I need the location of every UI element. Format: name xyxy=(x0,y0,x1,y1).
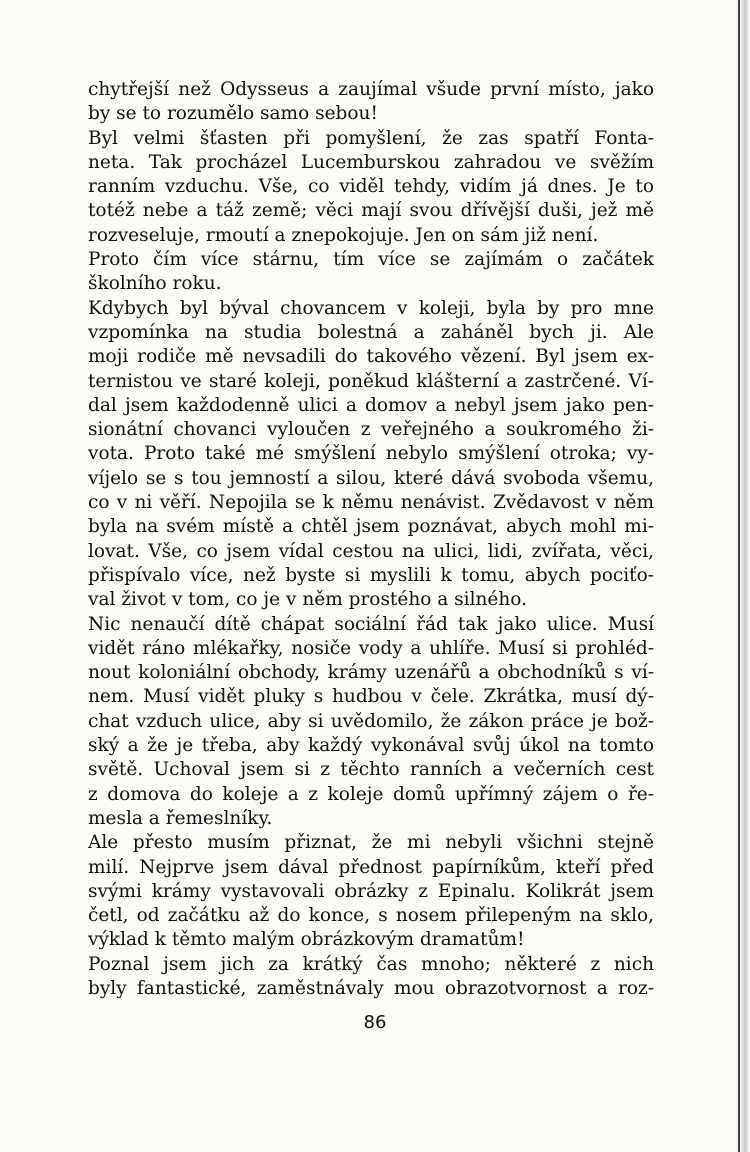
text-line: výklad k těmto malým obrázkovým dramatům! xyxy=(88,929,525,951)
text-line: byla na svém místě a chtěl jsem poznávat, abych mohl mi- xyxy=(88,516,654,538)
text-line: světě. Uchoval jsem si z těchto ranních a večerních cest xyxy=(88,759,654,781)
text-line: Kdybych byl býval chovancem v koleji, byla by pro mne xyxy=(88,297,654,319)
text-line: neta. Tak procházel Lucemburskou zahradou ve svěžím xyxy=(88,151,654,173)
page-edge-line xyxy=(738,0,740,1152)
text-line: víjelo se s tou jemností a silou, které dává svoboda všemu, xyxy=(88,467,654,489)
text-line: vidět ráno mlékařky, nosiče vody a uhlíře. Musí si prohléd- xyxy=(88,637,654,659)
text-line: vota. Proto také mé smýšlení nebylo smýšlení otroka; vy- xyxy=(88,443,654,465)
text-line: četl, od začátku až do konce, s nosem přilepeným na sklo, xyxy=(88,905,654,927)
text-line: Nic nenaučí dítě chápat sociální řád tak jako ulice. Musí xyxy=(88,613,654,635)
text-line: chat vzduch ulice, aby si uvědomilo, že zákon práce je bož- xyxy=(88,710,654,732)
text-line: Poznal jsem jich za krátký čas mnoho; některé z nich xyxy=(88,953,654,975)
text-line: dal jsem každodenně ulici a domov a nebyl jsem jako pen- xyxy=(88,394,654,416)
text-line: lovat. Vše, co jsem vídal cestou na ulici, lidi, zvířata, věci, xyxy=(88,540,654,562)
page-number: 86 xyxy=(363,1012,387,1033)
page-edge-shadow xyxy=(734,0,750,1152)
body-text xyxy=(88,78,654,1001)
text-line: milí. Nejprve jsem dával přednost papírníkům, kteří před xyxy=(88,856,654,878)
text-line: přispívalo více, než byste si myslili k tomu, abych pociťo- xyxy=(88,564,654,586)
text-line: rozveseluje, rmoutí a znepokojuje. Jen on sám již není. xyxy=(88,224,599,246)
text-line: svými krámy vystavovali obrázky z Epinalu. Kolikrát jsem xyxy=(88,880,654,902)
text-line: vzpomínka na studia bolestná a zaháněl bych ji. Ale xyxy=(88,321,654,343)
text-line: nem. Musí vidět pluky s hudbou v čele. Zkrátka, musí dý- xyxy=(88,686,654,708)
text-line: ský a že je třeba, aby každý vykonával svůj úkol na tomto xyxy=(88,735,654,757)
text-line: nout koloniální obchody, krámy uzenářů a obchodníků s ví- xyxy=(88,662,654,684)
text-line: ranním vzduchu. Vše, co viděl tehdy, vidím já dnes. Je to xyxy=(88,176,654,198)
text-line: val život v tom, co je v něm prostého a silného. xyxy=(88,589,527,611)
text-line: sionátní chovanci vyloučen z veřejného a soukromého ži- xyxy=(88,419,654,441)
text-line: Byl velmi šťasten při pomyšlení, že zas spatří Fonta- xyxy=(88,127,654,149)
text-line: moji rodiče mě nevsadili do takového vězení. Byl jsem ex- xyxy=(88,346,654,368)
text-line: Ale přesto musím přiznat, že mi nebyli všichni stejně xyxy=(88,832,654,854)
text-line: školního roku. xyxy=(88,273,222,295)
text-line: by se to rozumělo samo sebou! xyxy=(88,103,378,125)
text-line: mesla a řemeslníky. xyxy=(88,807,273,829)
text-line: totéž nebe a táž země; věci mají svou dřívější duši, jež mě xyxy=(88,200,654,222)
text-line: Proto čím více stárnu, tím více se zajímám o začátek xyxy=(88,249,654,271)
text-line: z domova do koleje a z koleje domů upřímný zájem o ře- xyxy=(88,783,654,805)
text-line: chytřejší než Odysseus a zaujímal všude první místo, jako xyxy=(88,79,654,100)
text-line: ternistou ve staré koleji, poněkud klášterní a zastrčené. Ví- xyxy=(88,370,654,392)
text-line: byly fantastické, zaměstnávaly mou obrazotvornost a roz- xyxy=(88,977,654,999)
text-line: co v ni věří. Nepojila se k němu nenávist. Zvědavost v něm xyxy=(88,492,654,514)
